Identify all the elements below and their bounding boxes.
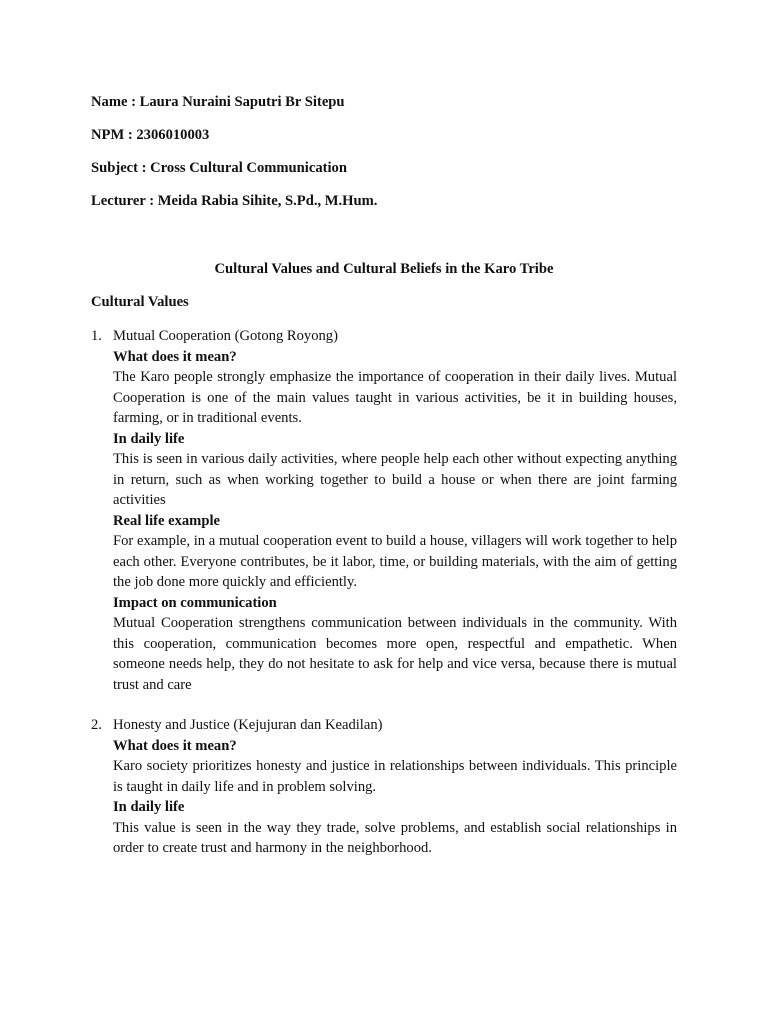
list-item-body	[113, 326, 677, 695]
list-item-number: 2.	[91, 717, 102, 733]
what-text: Karo society prioritizes honesty and justice in relationships between individuals. This principle is taught in daily life and in problem solving.	[113, 758, 677, 795]
daily-label: In daily life	[113, 799, 185, 815]
document-title: Cultural Values and Cultural Beliefs in the Karo Tribe	[214, 261, 554, 277]
list-item-2	[91, 715, 677, 859]
list-item-1	[91, 326, 677, 695]
daily-text: This value is seen in the way they trade, solve problems, and establish social relationships in order to create trust and harmony in the neighborhood.	[113, 819, 677, 856]
student-name: Name : Laura Nuraini Saputri Br Sitepu	[91, 94, 345, 110]
lecturer: Lecturer : Meida Rabia Sihite, S.Pd., M.Hum.	[91, 193, 378, 209]
daily-label: In daily life	[113, 430, 185, 447]
list-item-heading: Honesty and Justice (Kejujuran dan Keadilan)	[113, 717, 383, 733]
what-label: What does it mean?	[113, 737, 237, 754]
impact-text: Mutual Cooperation strengthens communication between individuals in the community. With this cooperation, communication becomes more open, respectful and empathetic. When someone needs help, they do not hesitate to ask for help and vice versa, because there is mutual trust and care	[113, 615, 677, 693]
student-npm: NPM : 2306010003	[91, 127, 210, 143]
what-text: The Karo people strongly emphasize the importance of cooperation in their daily lives. Mutual Cooperation is one of the main values taught in various activities, be it in building houses, farming, or in traditional events.	[113, 369, 677, 426]
what-label: What does it mean?	[113, 348, 237, 365]
section-title: Cultural Values	[91, 294, 189, 310]
list-item-number: 1.	[91, 328, 102, 344]
list-item-heading: Mutual Cooperation (Gotong Royong)	[113, 328, 338, 344]
list-item-body	[113, 715, 677, 859]
example-text: For example, in a mutual cooperation event to build a house, villagers will work together to help each other. Everyone contributes, be it labor, time, or building materials, with the aim of getting the job done more quickly and efficiently.	[113, 533, 677, 590]
example-label: Real life example	[113, 512, 220, 529]
subject: Subject : Cross Cultural Communication	[91, 160, 347, 176]
daily-text: This is seen in various daily activities, where people help each other without expecting anything in return, such as when working together to build a house or when there are joint farming activities	[113, 451, 677, 508]
impact-label: Impact on communication	[113, 594, 277, 611]
